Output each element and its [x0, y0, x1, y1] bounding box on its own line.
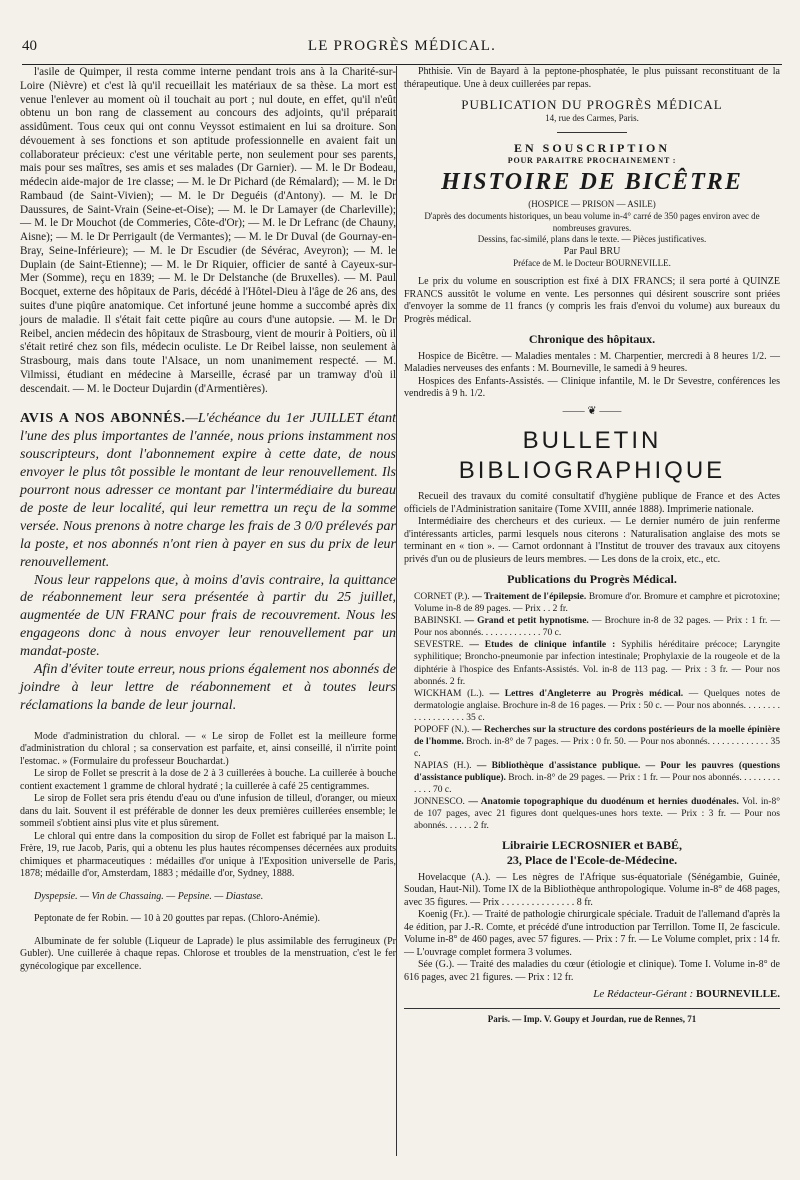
- running-head: LE PROGRÈS MÉDICAL.: [307, 38, 497, 54]
- bulletin-paragraph: Recueil des travaux du comité consultatif d'hygiène publique de France et des Actes officiels de l'Administration sanitaire (Tome XVIII, année 1888). Imprimerie nationale.: [404, 491, 780, 515]
- chronicle-item: Hospice de Bicêtre. — Maladies mentales : M. Charpentier, mercredi à 8 heures 1/2. — Maladies nerveuses des enfants : M. Bourneville, le samedi à 9 heures.: [404, 350, 780, 375]
- book-preface: Préface de M. le Docteur BOURNEVILLE.: [513, 258, 671, 269]
- publication-details: — Quelques notes de dermatologie anglaise. Brochure in-8 de 16 pages. — Prix : 50 c. — Pour nos abonnés. . . . . . . . . . . . . . . . . . . 35 c.: [414, 688, 780, 723]
- printer-line: Paris. — Imp. V. Goupy et Jourdan, rue de Rennes, 71: [404, 1008, 780, 1025]
- publication-item: [404, 796, 780, 832]
- ad-albuminate: Albuminate de fer soluble (Liqueur de Laprade) le plus assimilable des ferrugineux (Pr Gubler). Une cuillerée à chaque repas. Chlorose et troubles de la menstruation, c'est le fer gynécologique par excellence.: [20, 935, 396, 972]
- publication-author: SEVESTRE.: [414, 640, 464, 651]
- publication-details: Bromure d'or. Bromure et camphre et picrotoxine; Volume in-8 de 89 pages. — Prix . . 2 fr.: [414, 592, 781, 615]
- bookshop-address: 23, Place de l'Ecole-de-Médecine.: [506, 853, 678, 868]
- publication-details: Vol. in-8° de 107 pages, avec 21 figures dont quelques-unes hors texte. — Prix : 3 fr. — Pour nos abonnés. . . . . . 2 fr.: [414, 797, 780, 832]
- publication-title: PUBLICATION DU PROGRÈS MÉDICAL: [461, 97, 723, 112]
- left-column: [20, 66, 396, 973]
- publication-author: JONNESCO.: [414, 797, 465, 808]
- ad-paragraph: Mode d'administration du chloral. — « Le sirop de Follet est la meilleure forme d'administration du chloral ; sa conservation est parfaite, et, ainsi conseillé, il n'irrite point l'estomac. » (Formulaire du professeur Bouchardat.): [20, 730, 396, 767]
- publications-list: [404, 591, 780, 832]
- publication-author: NAPIAS (H.).: [414, 761, 472, 771]
- book-price: Le prix du volume en souscription est fixé à DIX FRANCS; il sera porté à QUINZE FRANCS aussitôt le volume en vente. Les personnes qui désirent souscrire sont priées d'envoyer la somme de 11 francs (y compris les frais d'envoi du volume) aux bureaux du Progrès médical.: [404, 276, 780, 325]
- publication-details: Broch. in-8° de 7 pages. — Prix : 0 fr. 50. — Pour nos abonnés. . . . . . . . . . . . . 35 c.: [414, 736, 781, 759]
- publication-item: [404, 639, 780, 687]
- publication-item: [404, 760, 780, 796]
- ad-dyspepsie: Dyspepsie. — Vin de Chassaing. — Pepsine. — Diastase.: [34, 890, 264, 902]
- book-description: D'après des documents historiques, un beau volume in-4° carré de 350 pages environ avec de nombreuses gravures.: [424, 210, 760, 233]
- publication-details: — Brochure in-8 de 32 pages. — Prix : 1 fr. — Pour nos abonnés. . . . . . . . . . . . . 70 c.: [414, 616, 781, 639]
- chronicle-item: Hospices des Enfants-Assistés. — Clinique infantile, M. le Dr Sevestre, conférences les vendredis à 9 h. 1/2.: [404, 375, 780, 400]
- publications-heading: Publications du Progrès Médical.: [507, 572, 677, 587]
- publication-item: [404, 615, 780, 639]
- forthcoming-label: POUR PARAITRE PROCHAINEMENT :: [507, 155, 677, 165]
- bookshop-heading: Librairie LECROSNIER et BABÉ,: [501, 838, 682, 853]
- page-header: [22, 38, 782, 65]
- bookshop-item: Hovelacque (A.). — Les nègres de l'Afrique sus-équatoriale (Sénégambie, Guinée, Soudan, Haut-Nil). Tome IX de la Bibliothèque anthropologique. Volume in-8° de 468 pages, avec 35 figures. — Prix . . . . . . . . . . . . . . . 8 fr.: [404, 871, 780, 908]
- notice-paragraph: Afin d'éviter toute erreur, nous prions également nos abonnés de joindre à leur lettre de réabonnement et à toutes leurs réclamations la bande de leur journal.: [20, 662, 396, 713]
- chronicle-heading: Chronique des hôpitaux.: [528, 332, 656, 347]
- ad-phthisie: Phthisie. Vin de Bayard à la peptone-phosphatée, le plus puissant reconstituant de la thérapeutique. Une à deux cuillerées par repas.: [404, 66, 780, 90]
- ad-paragraph: Le chloral qui entre dans la composition du sirop de Follet est fabriqué par la maison L. Frère, 19, rue Jacob, Paris, qui a obtenu les plus hautes récompenses décernées aux produits chimiques et pharmaceutiques : médailles d'or unique à l'Exposition universelle de Paris, 1878; médaille d'or, Amsterdam, 1883 ; médaille d'or, Sydney, 1888.: [20, 830, 396, 880]
- book-author: Par Paul BRU: [563, 245, 621, 257]
- publication-item: [404, 688, 780, 724]
- notice-heading: AVIS A NOS ABONNÉS.: [20, 411, 186, 427]
- page-number: 40: [22, 38, 37, 54]
- obituary-paragraph: l'asile de Quimper, il resta comme interne pendant trois ans à la Charité-sur-Loire (Nièvre) et c'est là qu'il recueillait les matériaux de sa thèse. La mort est venue l'enlever au moment où il touchait au port ; nul doute, en effet, qu'il n'eût obtenu un bon rang de classement au concours des adjoints, qu'il préparait assidûment. Tous ceux qui ont connu Veyssot estimaient en lui sa droiture. Son dévouement à ses fonctions et son aptitude professionnelle en avaient fait un collaborateur précieux: c'est une véritable perte, non seulement pour ses parents, mais pour ses maîtres, ses amis et ses malades (Dr Garnier). — M. le Dr Bodeau, médecin aide-major de 1re classe; — M. le Dr Pichard (de Rémalard); — M. le Dr Rambaud (de Saint-Vivien); — M. le Dr Deguéis (d'Antony). — M. le Dr Daussures, de Saint-Vrain (Seine-et-Oise); — M. le Dr Lamayer (de Charleville); — M. le Dr Mouchot (de Commeries, Côte-d'Or); — M. le Dr Lefranc (de Chauny, Aisne); — M. le Dr Perrigault (de Vermantes); — M. le Dr Duval (de Gournay-en-Bray, Seine-Inférieure); — M. le Dr Escudier (de Sévérac, Aveyron); — M. le Duplain (de Saint-Etienne); — M. le Dr Riquier, officier de santé à Cayeux-sur-Mer (Somme), reçu en 1839; — M. le Dr Delstanche (de Bruxelles). — M. Paul Bocquet, externe des hôpitaux de Paris, décédé à l'Hôtel-Dieu à l'âge de 26 ans, des suites d'une piqûre anatomique. Cet infortuné jeune homme a succombé après dix jours de maladie. Il s'était fait cette piqûre au cours d'une autopsie. — M. le Dr Reibel, ancien médecin des hôpitaux de Strasbourg, vient de mourir à Poitiers, où il s'était retiré chez son fils, médecin oculiste. Le Dr Reibel laisse, non seulement à Strasbourg, mais dans toute l'Alsace, un nom unanimement respecté. — M. Vilmissi, étudiant en médecine à Marseille, écrasé par un tramway d'où il descendait. — M. le Docteur Dujardin (d'Armentières).: [20, 66, 396, 395]
- editor-label: Le Rédacteur-Gérant :: [593, 988, 694, 1001]
- notice-paragraph: Nous leur rappelons que, à moins d'avis contraire, la quittance de réabonnement leur sera présentée à partir du 25 juillet, augmentée de UN FRANC pour frais de recouvrement. Nous les engageons donc à nous envoyer leur renouvellement par un mandat-poste.: [20, 572, 396, 660]
- publication-address: 14, rue des Carmes, Paris.: [545, 112, 639, 123]
- bulletin-paragraph: Intermédiaire des chercheurs et des curieux. — Le dernier numéro de juin renferme d'intéressants articles, parmi lesquels nous citerons : Naturalisation anglaise des mots se terminant en « tion ». — Carnot ordonnant à l'Institut de trouver des travaux aux citoyens privés d'un ou de plusieurs de leurs membres. — Les dons de la croix, etc., etc.: [404, 516, 780, 565]
- notice-to-subscribers: [20, 410, 396, 714]
- publication-author: WICKHAM (L.).: [414, 688, 484, 699]
- publication-title-text: — Grand et petit hypnotisme.: [464, 616, 589, 627]
- publication-title-text: — Etudes de clinique infantile :: [469, 640, 616, 651]
- ad-paragraph: Le sirop de Follet se prescrit à la dose de 2 à 3 cuillerées à bouche. La cuillerée à bouche contient exactement 1 gramme de chloral hydraté ; la cuillerée à café 25 centigrammes.: [20, 768, 396, 792]
- ornament-divider: —— ❦ ——: [562, 404, 622, 417]
- book-subtitle: (HOSPICE — PRISON — ASILE): [528, 199, 656, 210]
- editor-line: [404, 988, 780, 1002]
- bookshop-item: Koenig (Fr.). — Traité de pathologie chirurgicale spéciale. Traduit de l'allemand d'après la 4e édition, par J.-R. Comte, et précédé d'une introduction par Terrillon. Tome II, 2e fascicule. Volume in-8° de 460 pages, avec 57 figures. — Prix : 7 fr. — Le Volume complet, prix : 14 fr. — L'ouvrage complet formera 3 volumes.: [404, 909, 780, 958]
- bookshop-item: Sée (G.). — Traité des maladies du cœur (étiologie et clinique). Tome I. Volume in-8° de 616 pages, avec 21 figures. — Prix : 12 fr.: [404, 959, 780, 983]
- book-description-2: Dessins, fac-similé, plans dans le texte. — Pièces justificatives.: [477, 234, 707, 245]
- publication-details: Syphilis héréditaire précoce; Laryngite syphilitique; Broncho-pneumonie par infection intestinale; Prophylaxie de la rougeole et de la diphtérie à l'hospice des Enfants-Assistés. Vol. in-8 de 113 pag. — Prix : 3 fr. — Pour nos abonnés. 2 fr.: [414, 640, 781, 687]
- ad-peptonate: Peptonate de fer Robin. — 10 à 20 gouttes par repas. (Chloro-Anémie).: [34, 913, 321, 925]
- book-title: HISTOIRE DE BICÊTRE: [441, 168, 743, 195]
- editor-name: BOURNEVILLE.: [695, 988, 780, 1001]
- publication-item: [404, 724, 780, 760]
- bulletin-title: BULLETIN BIBLIOGRAPHIQUE: [458, 427, 726, 484]
- publication-title-text: — Traitement de l'épilepsie.: [472, 592, 587, 603]
- publication-details: Broch. in-8° de 29 pages. — Prix : 1 fr. — Pour nos abonnés. . . . . . . . . . . . . 70 c.: [414, 773, 780, 796]
- publication-author: POPOFF (N.).: [414, 724, 470, 735]
- publication-title-text: — Anatomie topographique du duodénum et hernies duodénales.: [468, 797, 739, 808]
- publication-author: BABINSKI.: [414, 616, 462, 627]
- subscription-banner: EN SOUSCRIPTION: [513, 141, 671, 156]
- publication-author: CORNET (P.).: [414, 592, 470, 603]
- ad-paragraph: Le sirop de Follet sera pris étendu d'eau ou d'une infusion de tilleul, d'oranger, ou mieux dans du lait. Souvent il est préférable de donner les deux premières cuillerées ensemble; le sommeil s'obtient ainsi plus vite et plus sûrement.: [20, 793, 396, 830]
- publication-item: [404, 591, 780, 615]
- publication-title-text: — Bibliothèque d'assistance publique. — Pour les pauvres (questions d'assistance publique).: [414, 761, 781, 784]
- column-divider: [396, 66, 397, 1156]
- publication-title-text: — Lettres d'Angleterre au Progrès médical.: [489, 688, 684, 699]
- notice-paragraph: —L'échéance du 1er JUILLET étant l'une des plus importantes de l'année, nous prions instamment nos souscripteurs, dont l'abonnement expire à cette date, de nous envoyer le plus tôt possible le montant de leur renouvellement. Ils pourront nous adresser ce montant par l'intermédiaire du bureau de poste de leur localité, qui leur remettra un reçu de la somme versée. Nous prenons à notre charge les frais de 3 0/0 prélevés par la poste, et nos abonnés n'ont rien à payer en sus du prix de leur renouvellement.: [20, 411, 396, 570]
- right-column: [404, 66, 780, 1025]
- publication-title-text: — Recherches sur la structure des cordons postérieurs de la moelle épinière de l'homme.: [414, 724, 780, 747]
